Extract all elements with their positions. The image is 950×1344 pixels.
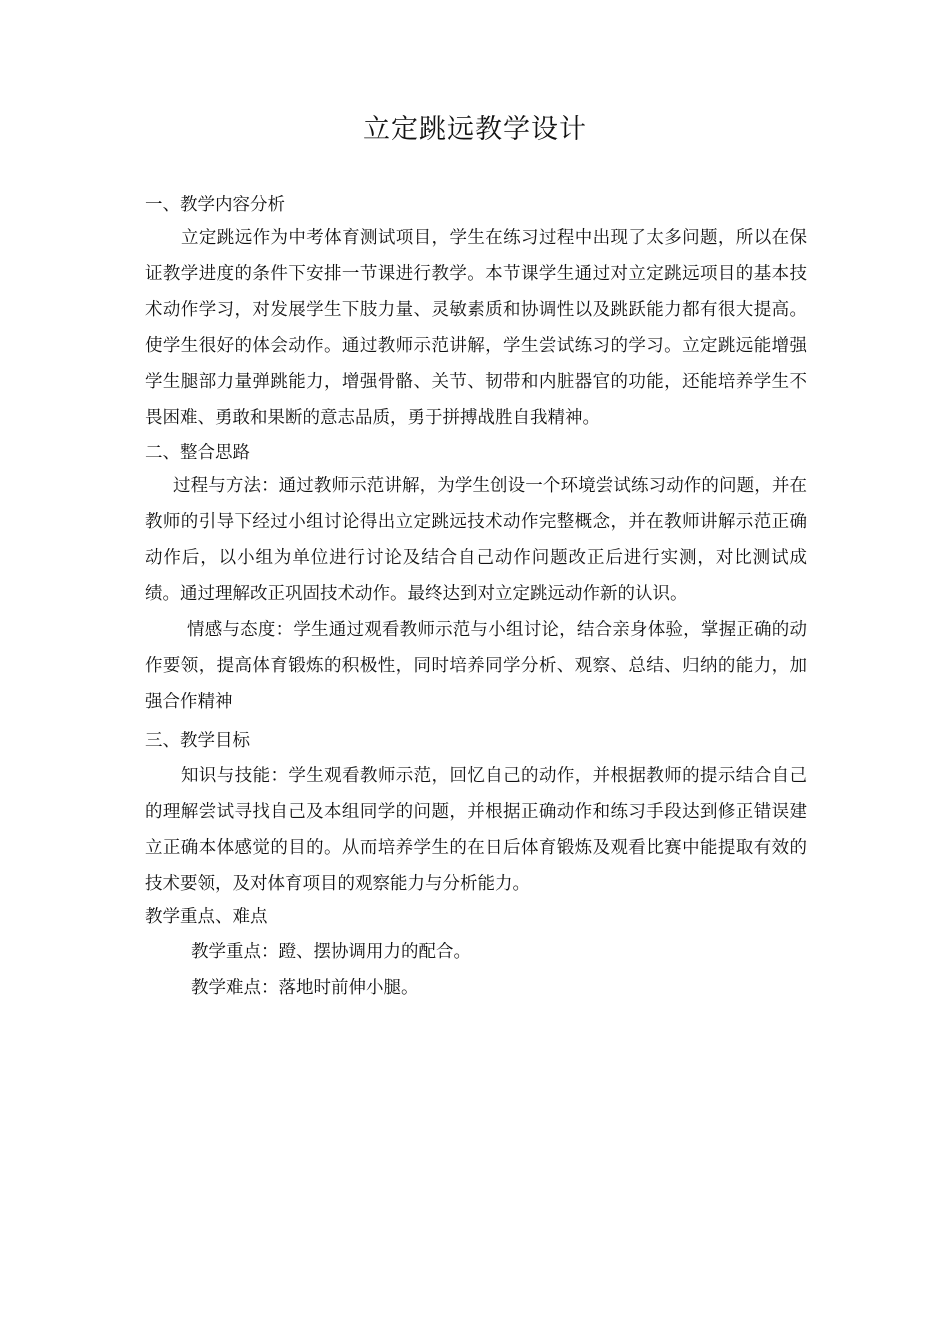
section-heading-key-and-difficult-points: 教学重点、难点 (145, 907, 268, 927)
paragraph-process-and-method: 过程与方法：通过教师示范讲解，为学生创设一个环境尝试练习动作的问题，并在教师的引导下经过小组讨论得出立定跳远技术动作完整概念，并在教师讲解示范正确动作后，以小组为单位进行讨论及结合自己动作问题改正后进行实测，对比测试成绩。通过理解改正巩固技术动作。最终达到对立定跳远动作新的认识。 (145, 476, 807, 604)
key-point-line: 教学重点：蹬、摆协调用力的配合。 (191, 942, 471, 962)
document-body (145, 190, 807, 1006)
paragraph-emotion-and-attitude: 情感与态度：学生通过观看教师示范与小组讨论，结合亲身体验，掌握正确的动作要领，提高体育锻炼的积极性，同时培养同学分析、观察、总结、归纳的能力，加强合作精神 (145, 620, 807, 712)
document-title: 立定跳远教学设计 (363, 114, 587, 145)
section-heading-integration-ideas: 二、整合思路 (145, 443, 250, 463)
paragraph-knowledge-and-skills: 知识与技能：学生观看教师示范，回忆自己的动作，并根据教师的提示结合自己的理解尝试寻找自己及本组同学的问题，并根据正确动作和练习手段达到修正错误建立正确本体感觉的目的。从而培养学生的在日后体育锻炼及观看比赛中能提取有效的技术要领，及对体育项目的观察能力与分析能力。 (145, 766, 807, 894)
section-heading-teaching-goals: 三、教学目标 (145, 731, 250, 751)
difficult-point-line: 教学难点：落地时前伸小腿。 (191, 978, 419, 998)
section-heading-content-analysis: 一、教学内容分析 (145, 195, 285, 215)
paragraph-content-analysis: 立定跳远作为中考体育测试项目，学生在练习过程中出现了太多问题，所以在保证教学进度的条件下安排一节课进行教学。本节课学生通过对立定跳远项目的基本技术动作学习，对发展学生下肢力量、灵敏素质和协调性以及跳跃能力都有很大提高。使学生很好的体会动作。通过教师示范讲解，学生尝试练习的学习。立定跳远能增强学生腿部力量弹跳能力，增强骨骼、关节、韧带和内脏器官的功能，还能培养学生不畏困难、勇敢和果断的意志品质，勇于拼搏战胜自我精神。 (145, 228, 807, 428)
